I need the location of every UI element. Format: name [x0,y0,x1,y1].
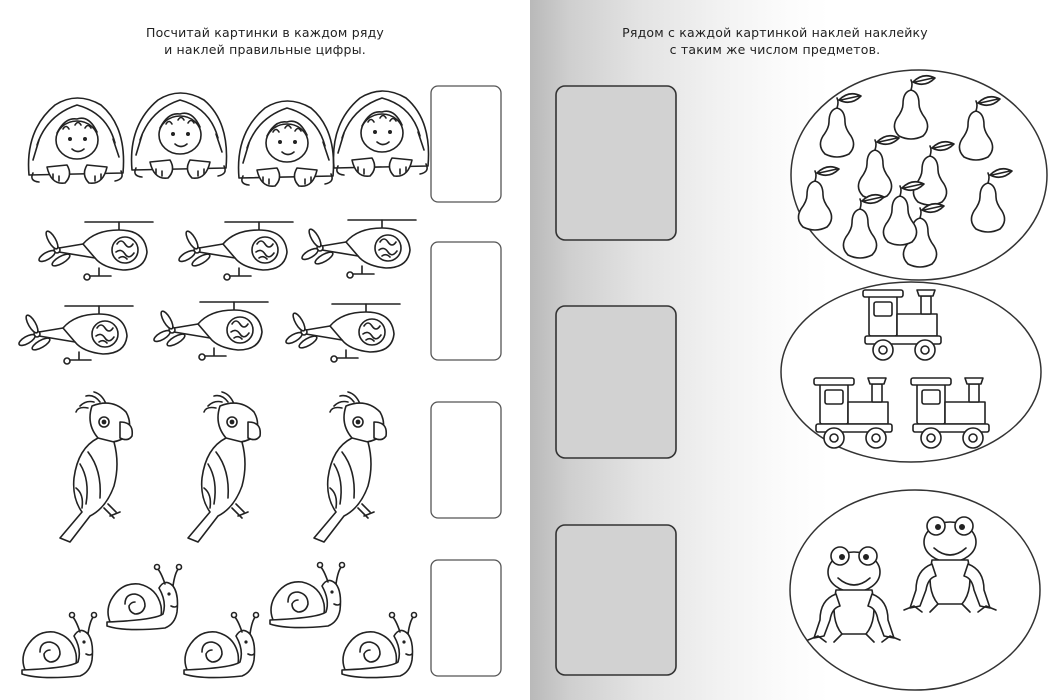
turtle-icon [132,93,227,178]
right-instruction-line-2: с таким же числом предметов. [669,42,881,57]
left-instruction-line-1: Посчитай картинки в каждом ряду [145,25,385,40]
snail-icon [184,613,259,678]
snail-icon [107,565,182,630]
parrot-icon [188,392,260,542]
snail-icon [342,613,417,678]
turtle-icon [239,101,334,186]
helicopter-icon [300,220,416,278]
answer-box-parrots[interactable] [431,402,501,518]
answer-box-snails[interactable] [431,560,501,676]
parrot-icon [60,392,132,542]
right-page [530,0,1059,700]
trains-group-oval [781,282,1041,462]
answer-box-helicopters[interactable] [431,242,501,360]
frogs-group-oval [790,490,1040,690]
snail-icon [22,613,97,678]
sticker-slot-pears[interactable] [556,86,676,240]
turtle-icon [29,98,124,183]
sticker-slot-frogs[interactable] [556,525,676,675]
right-instruction-line-1: Рядом с каждой картинкой наклей наклейку [622,25,928,40]
sticker-slot-trains[interactable] [556,306,676,458]
snail-icon [270,563,345,628]
parrot-icon [314,392,386,542]
helicopter-icon [284,304,400,362]
helicopter-icon [17,306,133,364]
left-instruction-line-2: и наклей правильные цифры. [164,42,366,57]
right-page-illustrations [530,0,1059,700]
helicopter-icon [177,222,293,280]
helicopter-icon [152,302,268,360]
answer-box-turtles[interactable] [431,86,501,202]
helicopter-icon [37,222,153,280]
turtle-icon [334,91,429,176]
